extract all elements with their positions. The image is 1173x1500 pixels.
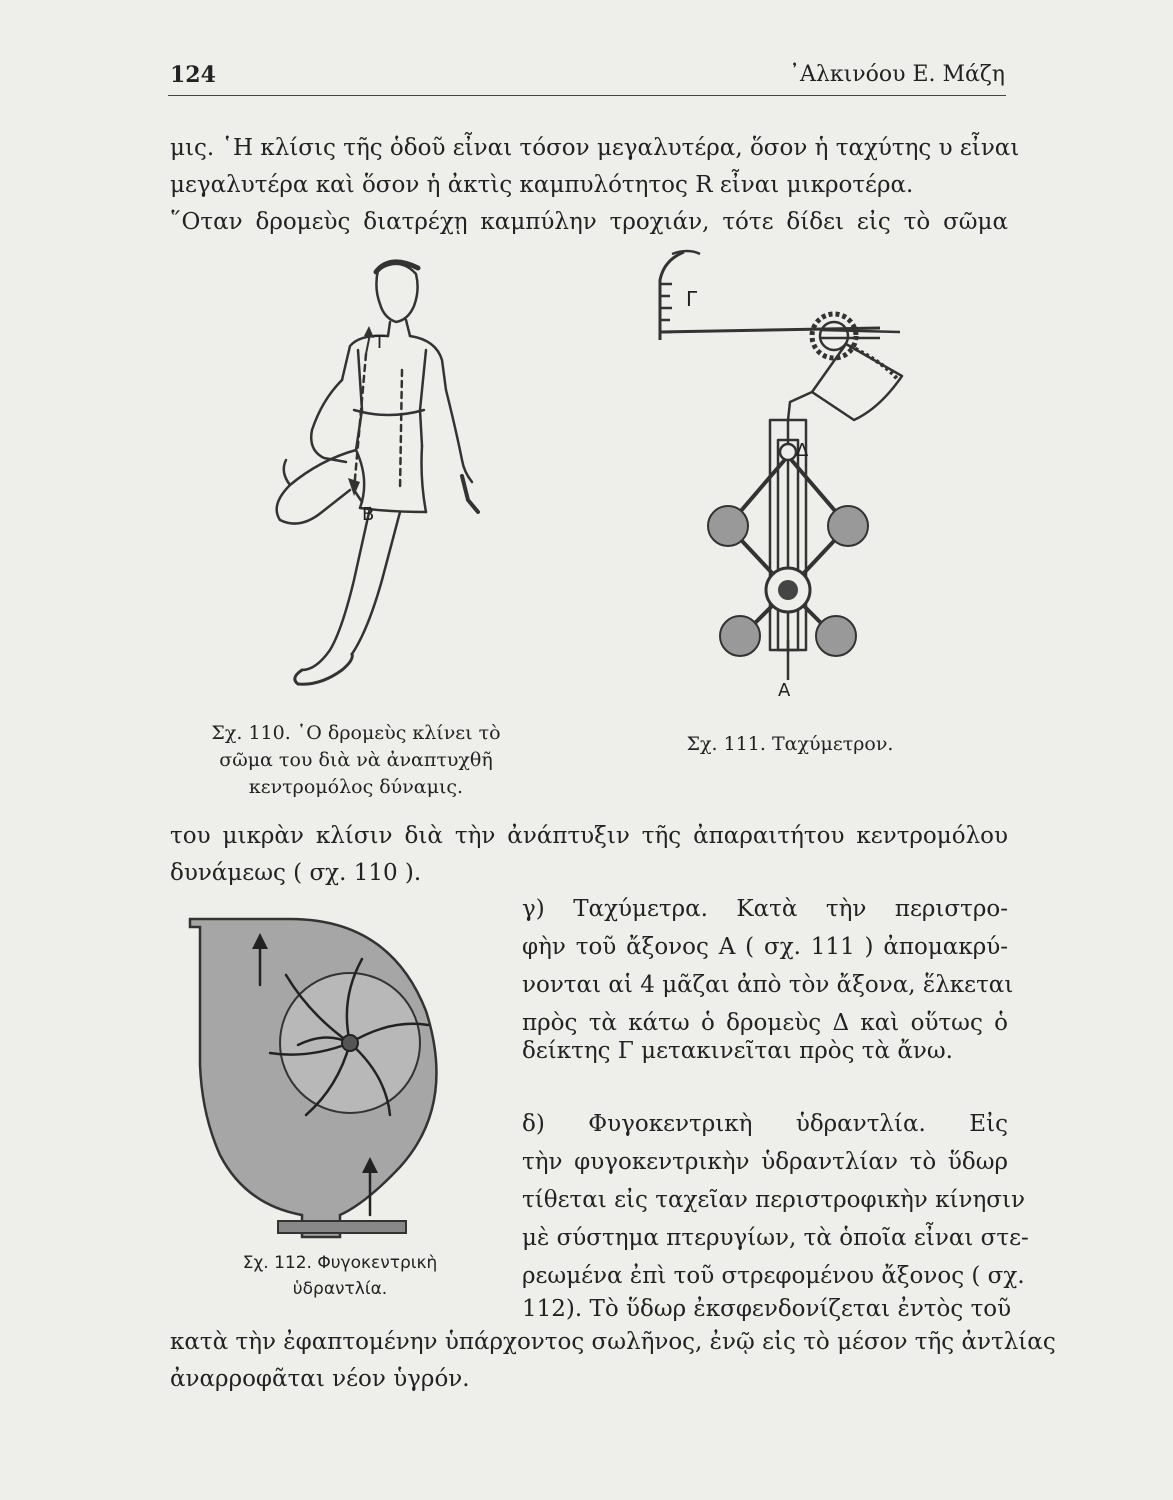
caption-line: κεντρομόλος δύναμις. [248, 776, 464, 798]
page-number: 124 [170, 62, 216, 88]
text-line: δ) Φυγοκεντρικὴ ὑδραντλία. Εἰς [522, 1111, 1008, 1137]
text-line: δυνάμεως ( σχ. 110 ). [170, 860, 422, 886]
book-title: ᾽Αλκινόου Ε. Μάζη [789, 62, 1005, 87]
figure-112-caption [190, 1250, 490, 1302]
text-line: κατὰ τὴν ἐφαπτομένην ὑπάρχοντος σωλῆνος, ἐνῷ εἰς τὸ μέσον τῆς ἀντλίας [170, 1329, 1056, 1355]
figure-111-caption: Σχ. 111. Ταχύμετρον. [686, 733, 894, 755]
text-line: μὲ σύστημα πτερυγίων, τὰ ὁποῖα εἶναι στε- [522, 1225, 1029, 1251]
caption-line: ὑδραντλία. [292, 1279, 388, 1299]
text-line: τίθεται εἰς ταχεῖαν περιστροφικὴν κίνησιν [522, 1187, 1025, 1213]
text-line: ἀναρροφᾶται νέον ὑγρόν. [170, 1366, 470, 1392]
text-line: του μικρὰν κλίσιν διὰ τὴν ἀνάπτυξιν τῆς ἀπαραιτήτου κεντρομόλου [170, 823, 1008, 849]
text-line: δείκτης Γ μετακινεῖται πρὸς τὰ ἄνω. [522, 1038, 953, 1064]
text-line: γ) Ταχύμετρα. Κατὰ τὴν περιστρο- [522, 896, 1008, 922]
fig110-label-t: Τ [374, 332, 385, 353]
text-line: ῞Οταν δρομεὺς διατρέχῃ καμπύλην τροχιάν, τότε δίδει εἰς τὸ σῶμα [170, 209, 1008, 235]
fig111-label-delta: Δ [796, 440, 809, 461]
header-rule [168, 95, 1006, 96]
fig111-label-alpha: Α [778, 680, 791, 701]
caption-line: Σχ. 110. ῾Ο δρομεὺς κλίνει τὸ [211, 722, 501, 744]
text-line: ρεωμένα ἐπὶ τοῦ στρεφομένου ἄξονος ( σχ. [522, 1263, 1025, 1289]
text-line: πρὸς τὰ κάτω ὁ δρομεὺς Δ καὶ οὕτως ὁ [522, 1010, 1008, 1036]
text-line: μις. ῾Η κλίσις τῆς ὁδοῦ εἶναι τόσον μεγαλυτέρα, ὅσον ἡ ταχύτης υ εἶναι [170, 135, 1020, 161]
caption-line: σῶμα του διὰ νὰ ἀναπτυχθῆ [219, 749, 493, 771]
text-line: μεγαλυτέρα καὶ ὅσον ἡ ἀκτὶς καμπυλότητος R εἶναι μικροτέρα. [170, 172, 914, 198]
figure-112-pump [190, 915, 460, 1245]
figure-111-tachometer [640, 240, 940, 710]
text-line: τὴν φυγοκεντρικὴν ὑδραντλίαν τὸ ὕδωρ [522, 1149, 1008, 1175]
text-line: φὴν τοῦ ἄξονος Α ( σχ. 111 ) ἀπομακρύ- [522, 934, 1008, 960]
text-line: 112). Τὸ ὕδωρ ἐκσφενδονίζεται ἐντὸς τοῦ [522, 1296, 1012, 1322]
fig111-label-gamma: Γ [686, 287, 698, 311]
text-line: νονται αἱ 4 μᾶζαι ἀπὸ τὸν ἄξονα, ἕλκεται [522, 972, 1014, 998]
fig110-label-b: Β [362, 504, 375, 525]
figure-110-runner [250, 250, 520, 700]
figure-110-caption [196, 720, 516, 801]
caption-line: Σχ. 112. Φυγοκεντρικὴ [242, 1253, 438, 1273]
